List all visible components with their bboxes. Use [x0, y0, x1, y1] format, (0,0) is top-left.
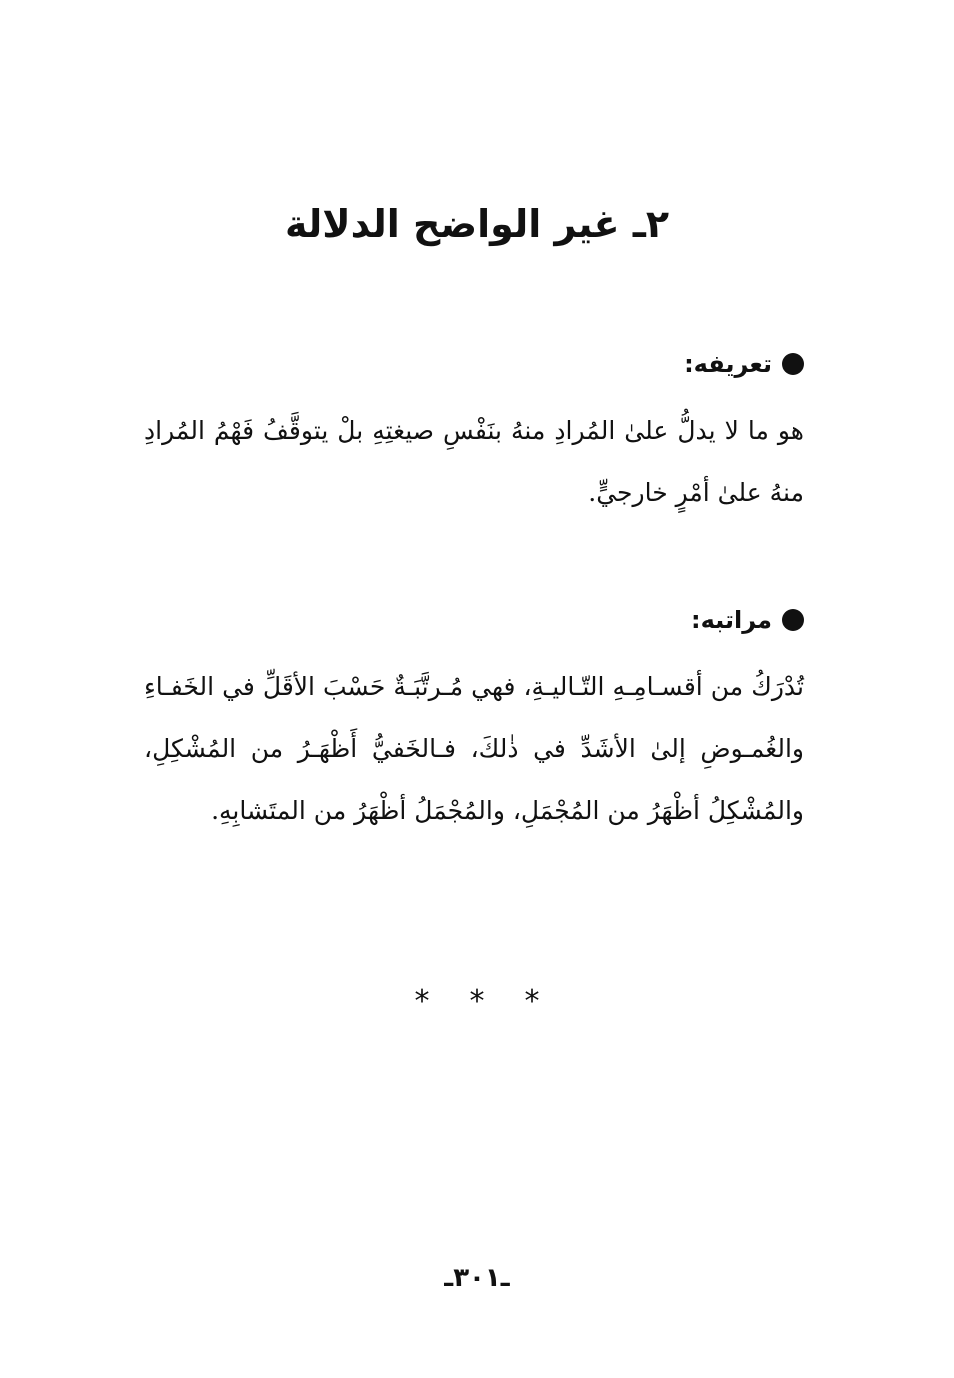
- definition-heading: تعريفه:: [684, 350, 772, 378]
- section-heading: [144, 342, 804, 386]
- definition-text: هو ما لا يدلُّ علىٰ المُرادِ منهُ بنَفْسِ صيغتِهِ بلْ يتوقَّفُ فَهْمُ المُرادِ منهُ علىٰ أمْرٍ خارجيٍّ.: [144, 416, 804, 507]
- bullet-icon: [782, 353, 804, 375]
- section-separator: [0, 984, 954, 1020]
- ranks-section: [144, 598, 804, 842]
- chapter-title: ٢ـ غير الواضح الدلالة: [284, 202, 670, 246]
- asterisk-icon: *: [469, 984, 485, 1019]
- bullet-icon: [782, 609, 804, 631]
- asterisk-icon: *: [524, 984, 540, 1019]
- page-number: ـ٣٠١ـ: [444, 1263, 510, 1293]
- section-heading: [144, 598, 804, 642]
- definition-section: [144, 342, 804, 524]
- asterisk-icon: *: [414, 984, 430, 1019]
- ranks-heading: مراتبه:: [691, 606, 772, 634]
- ranks-text: تُدْرَكُ من أقسـامِـهِ التّـاليـةِ، فهي مُـرتَّبَـةٌ حَسْبَ الأقَلِّ في الخَفـاءِ والغُمـوضِ إلىٰ الأشَدِّ في ذٰلكَ، فـالخَفيُّ أَظْهَـرُ من المُشْكِلِ، والمُشْكِلُ أظْهَرُ من المُجْمَلِ، والمُجْمَلُ أظْهَرُ من المتَشابِهِ.: [144, 672, 804, 825]
